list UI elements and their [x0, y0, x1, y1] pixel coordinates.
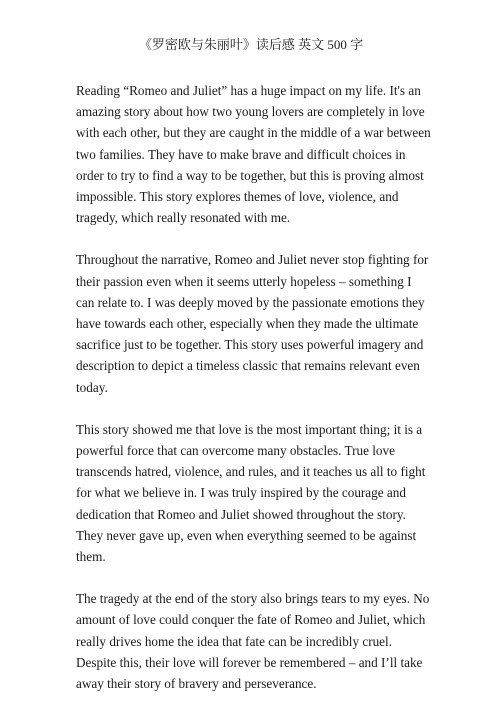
document-title: 《罗密欧与朱丽叶》读后感 英文 500 字 — [138, 37, 364, 52]
paragraph-3: This story showed me that love is the most important thing; it is a powerful force that can overcome many obstacles. True love transcends hatred, violence, and rules, and it teaches us all to fight for what we believe in. I was truly inspired by the courage and dedication that Romeo and Juliet showed throughout the story. They never gave up, even when everything seemed to be against them. — [76, 421, 426, 565]
paragraph-1: Reading “Romeo and Juliet” has a huge impact on my life. It's an amazing story about how two young lovers are completely in love with each other, but they are caught in the middle of a war between two families. They have to make brave and difficult choices in order to try to find a way to be together, but this is proving almost impossible. This story explores themes of love, violence, and tragedy, which really resonated with me. — [76, 83, 431, 226]
paragraph-4: The tragedy at the end of the story also brings tears to my eyes. No amount of love could conquer the fate of Romeo and Juliet, which really drives home the idea that fate can be incredibly cruel. Despite this, their love will forever be remembered – and I’ll take away their story of bravery and perseverance. — [76, 591, 430, 692]
paragraph-2: Throughout the narrative, Romeo and Juliet never stop fighting for their passion even when it seems utterly hopeless – something I can relate to. I was deeply moved by the passionate emotions they have towards each other, especially when they made the ultimate sacrifice just to be together. This story uses powerful imagery and description to depict a timeless classic that remains relevant even today. — [76, 252, 429, 395]
document-body — [76, 80, 431, 715]
